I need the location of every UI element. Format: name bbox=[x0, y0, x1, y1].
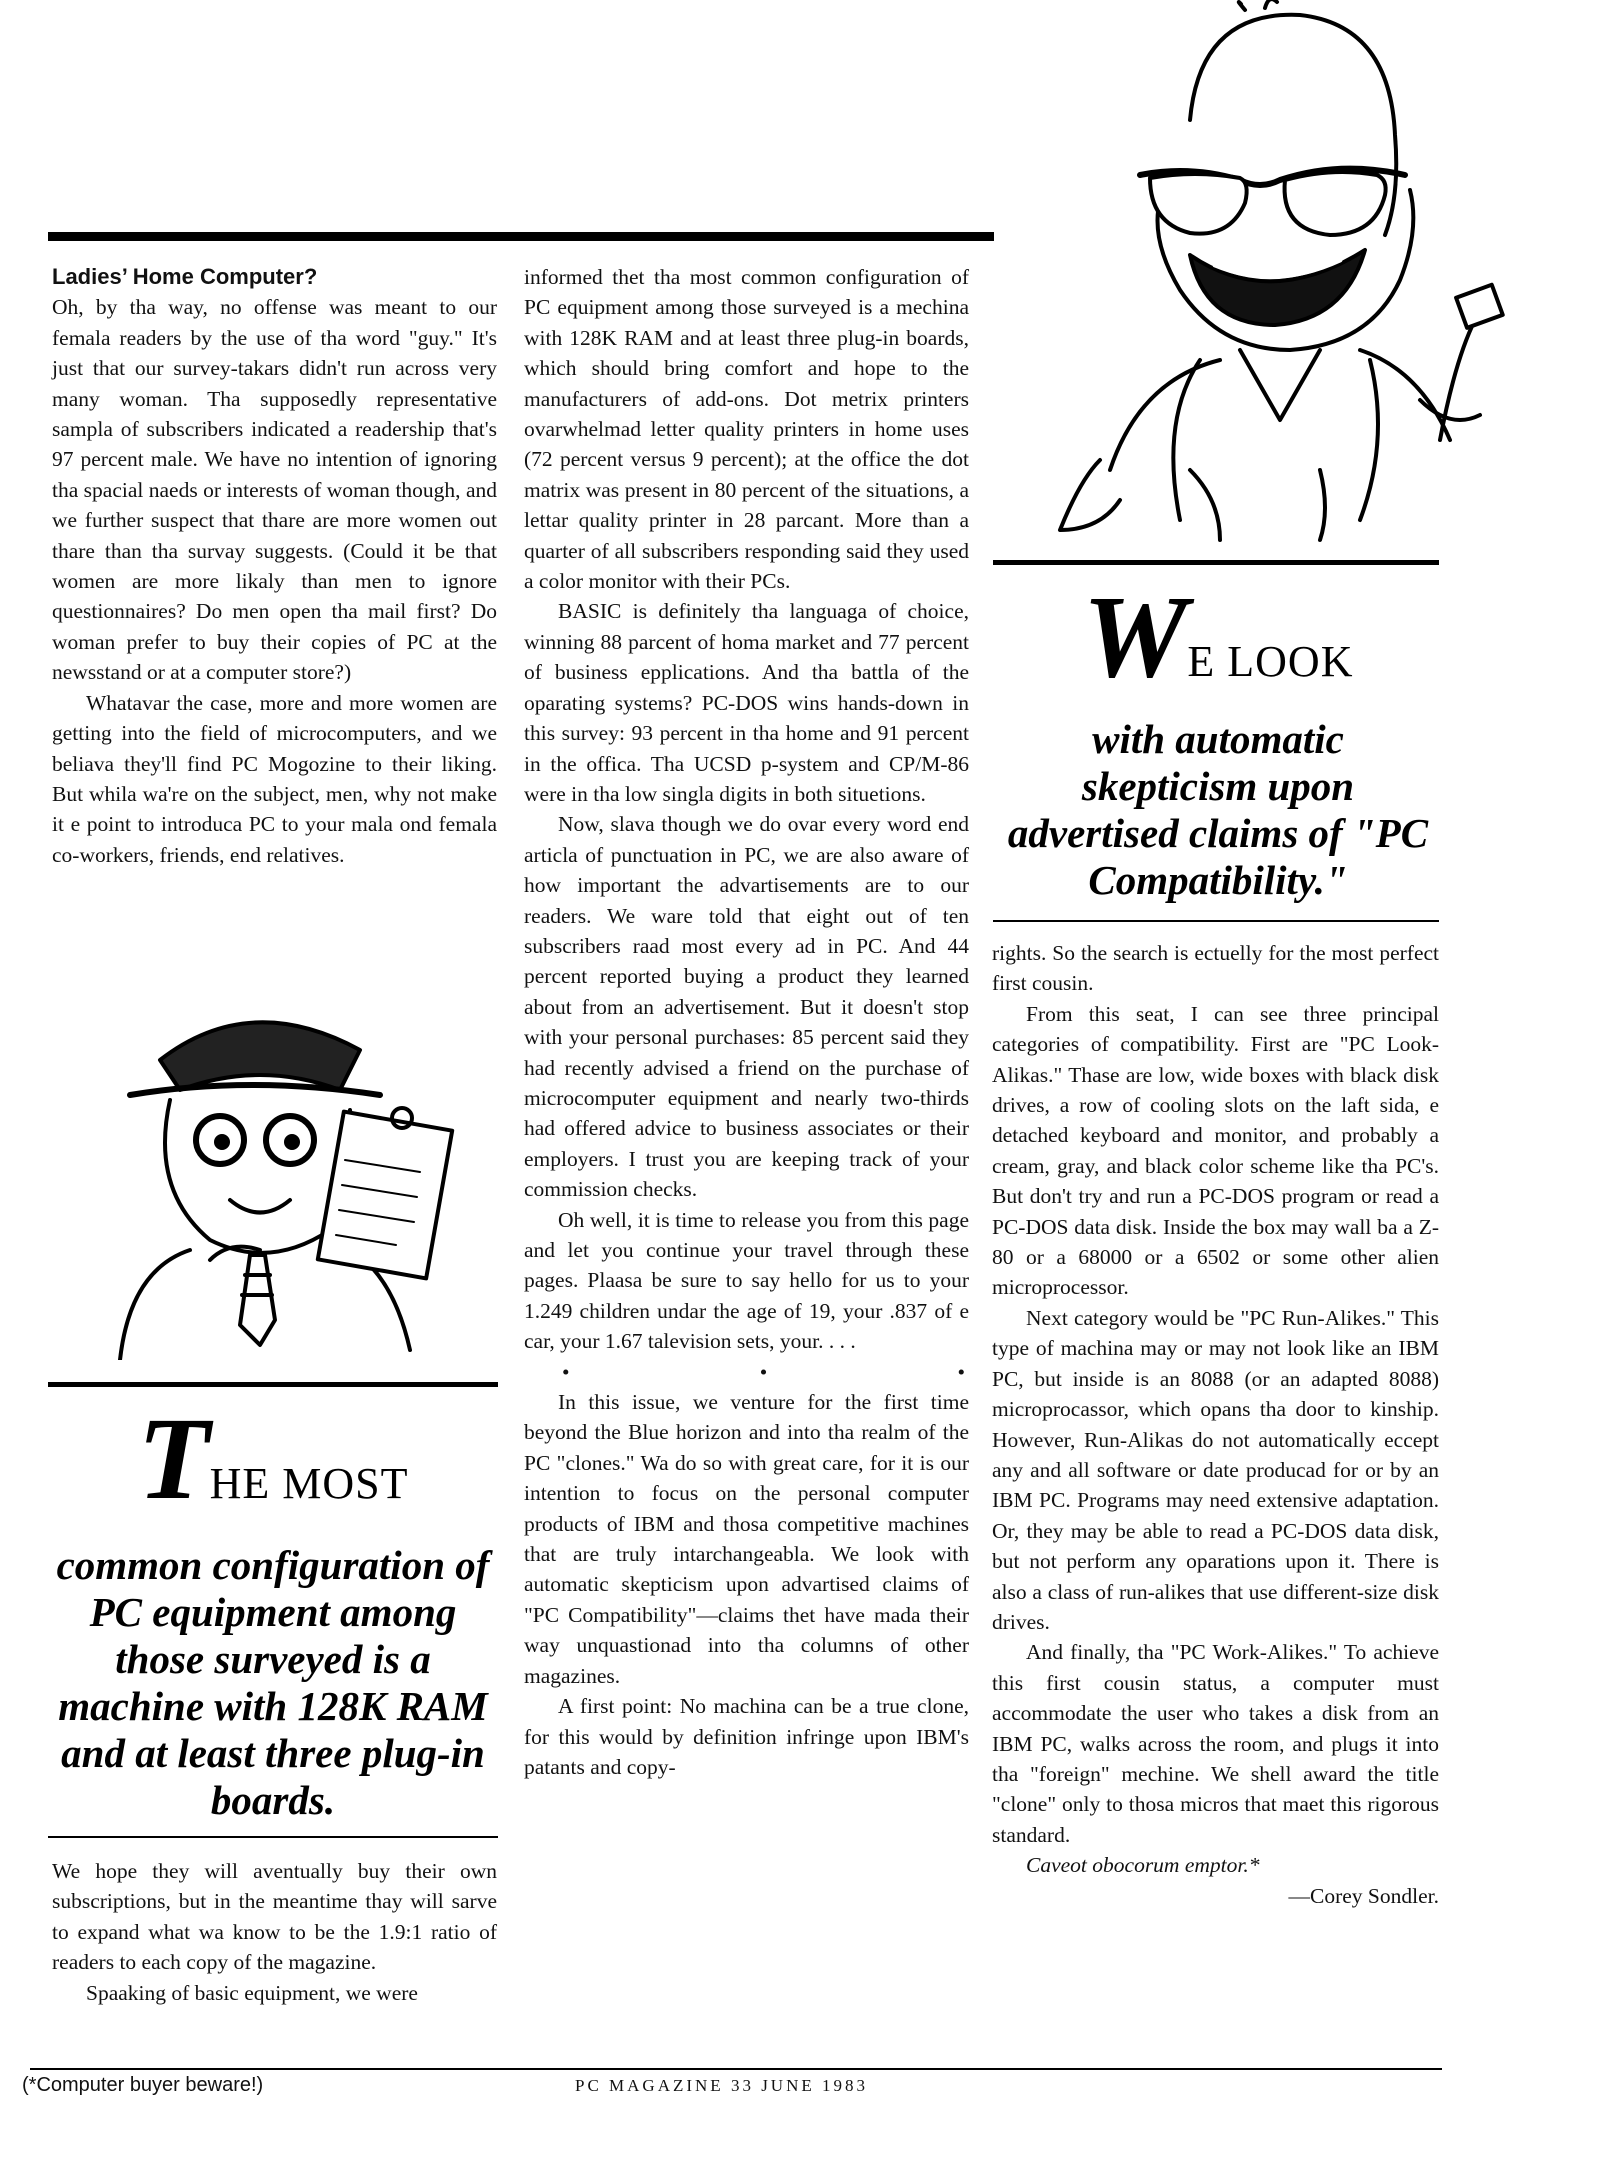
paragraph: BASIC is definitely tha languaga of choice, winning 88 parcent of homa market and 77 percent of business epplications. And tha battla of the oparating systems? PC-DOS wins hands-down in this survey: 93 percent in tha home and 91 percent in the offica. Tha UCSD p-system and CP/M-86 were in tha low singla digits in both situetions. bbox=[524, 599, 969, 806]
separator-dot: • bbox=[759, 1359, 768, 1384]
paragraph: From this seat, I can see three principal categories of compatibility. First are "PC Look-Alikas." Thase are low, wide boxes with black disk drives, a row of cooling slots on the laft sida, e detached keyboard and monitor, and probably a cream, gray, and black color scheme like tha PC's. But don't try and run a PC-DOS program or read a PC-DOS data disk. Inside the box may wall ba a Z-80 or a 68000 or a 6502 or some other alien microprocessor. bbox=[992, 1001, 1439, 1300]
paragraph: Oh well, it is time to release you from this page and let you continue your travel through these pages. Plaasa be sure to say hello for us to your 1.249 children undar the age of 19, your .837 of e car, your 1.67 talevision sets, your. . . . bbox=[524, 1207, 969, 1354]
page-folio: PC MAGAZINE 33 JUNE 1983 bbox=[575, 2076, 868, 2095]
cartoon-man-with-sunglasses bbox=[1040, 0, 1540, 545]
pull-quote-right-text: with automatic skepticism upon advertised claims of "PC Compatibility." bbox=[1007, 716, 1429, 903]
section-separator bbox=[524, 1357, 969, 1387]
paragraph: informed thet tha most common configuration of PC equipment among those surveyed is a mechina with 128K RAM and at least three plug-in boards, which should bring comfort and hope to the manufacturers of add-ons. Dot metrix printers ovarwhelmad letter quality printers in home uses (72 percent versus 9 percent); at the office the dot matrix was present in 80 percent of the situations, a lettar quality printer in 28 parcant. More than a quarter of all subscribers responding said they used a color monitor with their PCs. bbox=[524, 265, 969, 594]
paragraph: Whatavar the case, more and more women are getting into the field of microcomputers, and we beliava they'll find PC Mogozine to their liking. But whila wa're on the subject, men, why not make it e point to introduca PC to your mala ond femala co-workers, friends, end relatives. bbox=[52, 690, 497, 867]
pull-quote-left-top-rule bbox=[48, 1382, 498, 1387]
pull-quote-left-drop-cap: T bbox=[137, 1393, 210, 1524]
author-signature: —Corey Sondler. bbox=[1288, 1883, 1439, 1908]
paragraph: Now, slava though we do ovar every word end articla of punctuation in PC, we are also aware of how important the advartisements are to our readers. We ware told that eight out of ten subscribers raad most every ad in PC. And 44 percent reported buying a product they learned about from an advertisement. But it doesn't stop with your personal purchases: 85 percent said they had recently advised a friend on the purchase of microcomputer equipment and nearly two-thirds had offered advice to business associates or their employers. I trust you are keeping track of your commission checks. bbox=[524, 812, 969, 1202]
paragraph: A first point: No machina can be a true clone, for this would by definition infringe upon IBM's patants and copy- bbox=[524, 1694, 969, 1779]
pull-quote-right-bottom-rule bbox=[993, 920, 1439, 922]
pull-quote-left-text: common configuration of PC equipment among those surveyed is a machine with 128K RAM and at least three plug-in boards. bbox=[56, 1542, 490, 1823]
paragraph: And finally, tha "PC Work-Alikes." To achieve this first cousin status, a computer must accommodate the user who takes a disk from an IBM PC, walks across the room, and plugs it into tha "foreign" mechine. We shell award the title "clone" only to thosa micros that maet this rigorous standard. bbox=[992, 1640, 1439, 1847]
separator-dot: • bbox=[562, 1359, 570, 1384]
left-column bbox=[52, 262, 497, 870]
middle-column bbox=[524, 262, 969, 1782]
bottom-rule bbox=[30, 2068, 1442, 2070]
left-column-bottom bbox=[52, 1856, 497, 2008]
pull-quote-right-drop-cap: W bbox=[1082, 571, 1188, 702]
pull-quote-right bbox=[1003, 571, 1433, 904]
pull-quote-right-first-words: E LOOK bbox=[1187, 637, 1354, 686]
pull-quote-left-bottom-rule bbox=[48, 1836, 498, 1838]
paragraph-latin: Caveot obocorum emptor.* bbox=[1026, 1853, 1260, 1878]
paragraph: In this issue, we venture for the first time beyond the Blue horizon and into tha realm of the PC "clones." Wa do so with great care, for it is our intention to focus on the personal computer products of IBM and thosa competitive machines that are truly intarchangeabla. We look with automatic skepticism upon advartised claims of "PC Compatibility"—claims thet have mada their way unquastionad into tha columns of other magazines. bbox=[524, 1390, 969, 1688]
paragraph: We hope they will aventually buy their own subscriptions, but in the meantime thay will sarve to expand what wa know to be the 1.9:1 ratio of readers to each copy of the magazine. bbox=[52, 1859, 497, 1975]
pull-quote-right-top-rule bbox=[993, 560, 1439, 565]
paragraph: Spaaking of basic equipment, we were bbox=[86, 1980, 418, 2005]
section-heading: Ladies’ Home Computer? bbox=[52, 264, 318, 289]
separator-dot: • bbox=[957, 1359, 965, 1384]
paragraph: Next category would be "PC Run-Alikes." This type of machina may or may not look like an IBM PC, but inside is an 8088 (or an adapted 8088) microprocassor, which opans tha door to kinship. However, Run-Alikas do not automatically eccept any and all software or date producad for or by an IBM PC. Programs may need extensive adaptation. Or, they may be able to read a PC-DOS data disk, but not perform any oparations upon it. There is also a class of run-alikes that use different-size disk drives. bbox=[992, 1305, 1439, 1634]
pull-quote-left-first-words: HE MOST bbox=[209, 1459, 409, 1508]
footnote: (*Computer buyer beware!) bbox=[22, 2074, 264, 2096]
right-column bbox=[992, 938, 1439, 1911]
paragraph: rights. So the search is ectuelly for the most perfect first cousin. bbox=[992, 941, 1439, 996]
paragraph: Oh, by tha way, no offense was meant to our femala readers by the use of tha word "guy." It's just that our survey-takars didn't run across very many woman. Tha supposedly representative sampla of subscribers indicated a readership that's 97 percent male. We have no intention of ignoring tha spacial naeds or interests of woman though, and we further suspect that thare are more women out thare than tha survay suggests. (Could it be that women are more likaly than men to ignore questionnaires? Do men open tha mail first? Do woman prefer to buy their copies of PC at the newsstand or at a computer store?) bbox=[52, 295, 497, 685]
pull-quote-left bbox=[48, 1393, 498, 1824]
top-rule bbox=[48, 232, 994, 241]
cartoon-man-with-clipboard bbox=[90, 1000, 490, 1360]
